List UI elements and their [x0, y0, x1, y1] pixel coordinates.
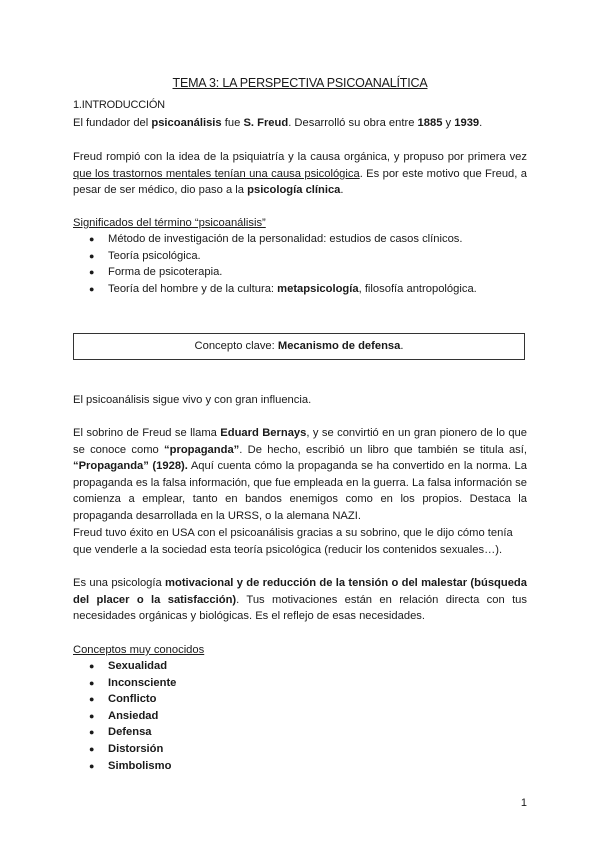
bold-term: motivacional y de reducción de la tensión o del malestar (búsqueda del placer o la satisfacción)	[73, 577, 527, 606]
list-item: ● Conflicto	[73, 691, 176, 708]
list-item: ● Simbolismo	[73, 758, 176, 775]
bold-term: Eduard Bernays	[220, 427, 307, 439]
list-item: ● Forma de psicoterapia.	[73, 264, 477, 281]
bold-term: “propaganda”	[164, 443, 240, 456]
bold-term: psicología clínica	[247, 184, 341, 197]
text-run: . De hecho, escribió un libro que también se titula así,	[239, 443, 527, 456]
bold-term: “Propaganda” (1928).	[73, 460, 188, 473]
list-item: ● Ansiedad	[73, 708, 176, 725]
text-run: .	[340, 184, 344, 197]
meanings-heading: Significados del término “psicoanálisis”	[73, 217, 266, 229]
text-run: . Desarrolló su obra entre	[288, 117, 418, 129]
bold-term: S. Freud	[243, 117, 289, 129]
text-run: Teoría del hombre y de la cultura:	[108, 282, 278, 295]
list-item: ● Sexualidad	[73, 658, 176, 675]
concepts-heading: Conceptos muy conocidos	[73, 644, 205, 656]
text-run: Es una psicología	[73, 577, 166, 589]
text-run: . Tus motivaciones están en relación directa con tus necesidades orgánicas y biológicas. Es el reflejo de esas necesidades.	[73, 593, 527, 623]
text-run: Freud rompió con la idea de la psiquiatría y la causa orgánica, y propuso por primera vez	[73, 151, 527, 163]
list-item: ● Distorsión	[73, 741, 176, 758]
list-item: ● Método de investigación de la personalidad: estudios de casos clínicos.	[73, 231, 477, 248]
paragraph-motivational	[73, 575, 527, 625]
list-item	[73, 281, 477, 298]
bold-term: 1885	[417, 117, 443, 129]
bold-term: psicoanálisis	[151, 117, 222, 129]
concepts-list	[73, 658, 176, 774]
paragraph-founder	[73, 115, 527, 132]
paragraph-still-alive: El psicoanálisis sigue vivo y con gran influencia.	[73, 394, 312, 406]
underlined-phrase: que los trastornos mentales tenían una causa psicológica	[73, 167, 360, 180]
text-run: .	[479, 117, 483, 129]
intro-heading: 1.INTRODUCCIÓN	[73, 99, 165, 111]
text-run: fue	[221, 117, 244, 129]
bold-term: Mecanismo de defensa	[277, 340, 401, 352]
list-item: ● Inconsciente	[73, 675, 176, 692]
page-number: 1	[520, 797, 527, 809]
paragraph-bernays	[73, 425, 527, 525]
text-run: El fundador del	[73, 117, 152, 129]
document-title: TEMA 3: LA PERSPECTIVA PSICOANALÍTICA	[172, 76, 428, 90]
text-run: Concepto clave:	[194, 340, 278, 352]
text-run: , y se convirtió en un gran pionero de lo que se conoce como	[73, 427, 527, 456]
paragraph-usa-success: Freud tuvo éxito en USA con el psicoanálisis gracias a su sobrino, que le dijo cómo tenía que venderle a la sociedad esta teoría psicológica (reducir los contenidos sexuales…).	[73, 527, 513, 556]
text-run: . Es por este motivo que Freud, a pesar de ser médico, dio paso a la	[73, 167, 527, 197]
key-concept-box	[73, 333, 525, 360]
bold-term: metapsicología	[277, 282, 359, 295]
text-run: .	[400, 340, 404, 352]
meanings-list	[73, 231, 477, 297]
text-run: y	[442, 117, 455, 129]
text-run: , filosofía antropológica.	[358, 282, 477, 295]
text-run: El sobrino de Freud se llama	[73, 427, 221, 439]
bold-term: 1939	[454, 117, 480, 129]
list-item: ● Defensa	[73, 724, 176, 741]
list-item: ● Teoría psicológica.	[73, 248, 477, 265]
text-run: Aquí cuenta cómo la propaganda se ha convertido en la norma. La propaganda es la falsa información, que fue empleada en la guerra. La falsa información se comienza a emplear, tanto en bandos enemigos como en los propios. Destaca la propaganda desarrollada en la URSS, o la alemana NAZI.	[73, 460, 528, 522]
paragraph-psychological-cause	[73, 149, 527, 199]
